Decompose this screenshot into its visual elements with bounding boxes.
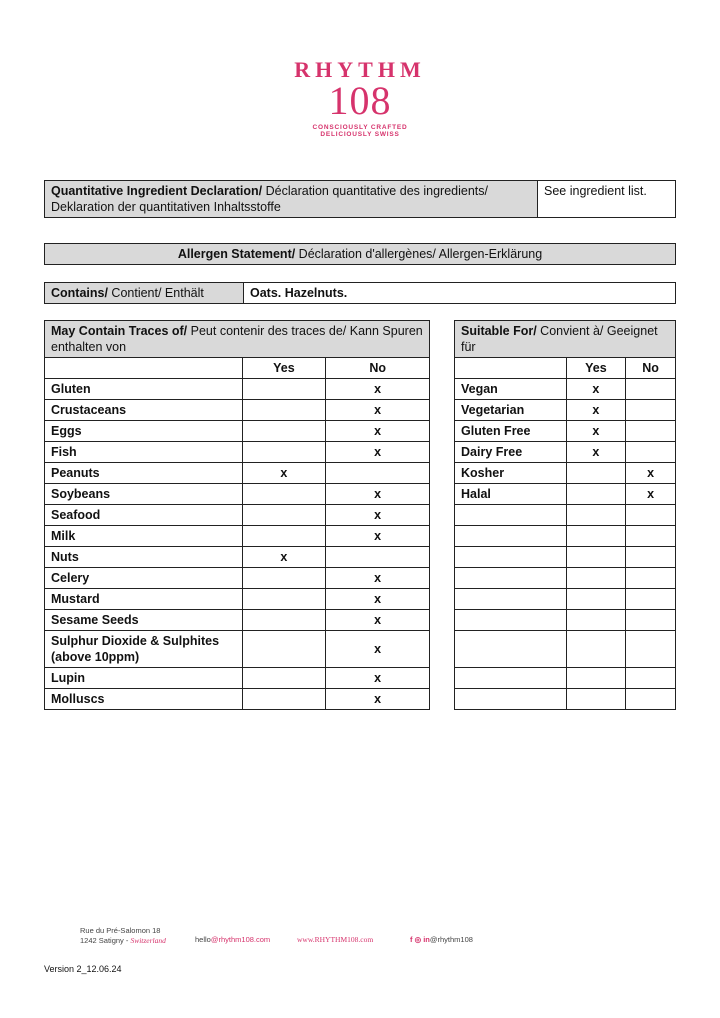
traces-item-name: Lupin bbox=[45, 668, 243, 689]
suitable-item-name: Vegan bbox=[455, 379, 567, 400]
traces-row bbox=[45, 421, 430, 442]
suitable-item-name: Kosher bbox=[455, 463, 567, 484]
allergen-statement-table bbox=[44, 243, 676, 265]
suitable-row bbox=[455, 400, 676, 421]
footer-email[interactable]: hello@rhythm108.com bbox=[195, 935, 271, 944]
traces-yes-mark bbox=[242, 442, 326, 463]
suitable-empty-cell bbox=[455, 631, 567, 668]
traces-yes-mark bbox=[242, 421, 326, 442]
suitable-empty-cell bbox=[455, 505, 567, 526]
traces-row bbox=[45, 668, 430, 689]
suitable-yes-header: Yes bbox=[566, 358, 626, 379]
traces-yes-mark bbox=[242, 589, 326, 610]
suitable-row bbox=[455, 379, 676, 400]
suitable-row bbox=[455, 442, 676, 463]
brand-logo bbox=[290, 58, 430, 150]
suitable-item-name: Dairy Free bbox=[455, 442, 567, 463]
traces-item-name: Sulphur Dioxide & Sulphites (above 10ppm) bbox=[45, 631, 243, 668]
suitable-row bbox=[455, 568, 676, 589]
suitable-yes-mark bbox=[566, 463, 626, 484]
suitable-row bbox=[455, 610, 676, 631]
traces-yes-mark bbox=[242, 379, 326, 400]
traces-no-mark: x bbox=[326, 379, 430, 400]
traces-no-mark: x bbox=[326, 400, 430, 421]
traces-item-name: Crustaceans bbox=[45, 400, 243, 421]
traces-row bbox=[45, 484, 430, 505]
traces-row bbox=[45, 568, 430, 589]
traces-no-header: No bbox=[326, 358, 430, 379]
traces-row bbox=[45, 505, 430, 526]
suitable-row bbox=[455, 526, 676, 547]
traces-item-name: Eggs bbox=[45, 421, 243, 442]
traces-no-mark: x bbox=[326, 442, 430, 463]
traces-row bbox=[45, 442, 430, 463]
traces-no-mark: x bbox=[326, 689, 430, 710]
traces-yes-mark: x bbox=[242, 547, 326, 568]
suitable-no-mark: x bbox=[626, 484, 676, 505]
traces-item-name: Sesame Seeds bbox=[45, 610, 243, 631]
traces-row bbox=[45, 547, 430, 568]
suitable-row bbox=[455, 463, 676, 484]
suitable-no-mark bbox=[626, 442, 676, 463]
traces-table bbox=[44, 320, 430, 710]
footer-social[interactable]: f ◎ in@rhythm108 bbox=[410, 935, 473, 944]
traces-yes-header: Yes bbox=[242, 358, 326, 379]
traces-row bbox=[45, 610, 430, 631]
traces-item-name: Seafood bbox=[45, 505, 243, 526]
suitable-row bbox=[455, 631, 676, 668]
footer-address: Rue du Pré-Salomon 18 1242 Satigny - Switzerland bbox=[80, 926, 166, 945]
logo-number: 108 bbox=[328, 78, 392, 123]
traces-row bbox=[45, 526, 430, 547]
suitable-no-mark: x bbox=[626, 463, 676, 484]
suitable-row bbox=[455, 421, 676, 442]
traces-yes-mark bbox=[242, 400, 326, 421]
traces-row bbox=[45, 463, 430, 484]
traces-no-mark: x bbox=[326, 610, 430, 631]
qid-table bbox=[44, 180, 676, 218]
traces-no-mark: x bbox=[326, 668, 430, 689]
traces-yes-mark bbox=[242, 505, 326, 526]
social-icons: f ◎ in bbox=[410, 935, 430, 944]
traces-item-name: Celery bbox=[45, 568, 243, 589]
traces-row bbox=[45, 689, 430, 710]
traces-no-mark: x bbox=[326, 421, 430, 442]
allergen-statement-header: Allergen Statement/ Déclaration d'allergènes/ Allergen-Erklärung bbox=[45, 244, 676, 265]
version-label: Version 2_12.06.24 bbox=[44, 964, 122, 974]
traces-row bbox=[45, 589, 430, 610]
suitable-row bbox=[455, 484, 676, 505]
contains-table bbox=[44, 282, 676, 304]
suitable-empty-cell bbox=[455, 568, 567, 589]
traces-no-mark: x bbox=[326, 526, 430, 547]
traces-yes-mark bbox=[242, 610, 326, 631]
logo-tagline-1: CONSCIOUSLY CRAFTED bbox=[312, 124, 408, 131]
traces-yes-mark bbox=[242, 484, 326, 505]
suitable-item-name: Halal bbox=[455, 484, 567, 505]
suitable-row bbox=[455, 589, 676, 610]
traces-item-name: Nuts bbox=[45, 547, 243, 568]
traces-no-mark: x bbox=[326, 568, 430, 589]
suitable-item-name: Vegetarian bbox=[455, 400, 567, 421]
suitable-header: Suitable For/ Convient à/ Geeignet für bbox=[455, 321, 676, 358]
suitable-row bbox=[455, 668, 676, 689]
traces-yes-mark bbox=[242, 526, 326, 547]
traces-yes-mark bbox=[242, 689, 326, 710]
traces-no-mark: x bbox=[326, 484, 430, 505]
traces-item-name: Peanuts bbox=[45, 463, 243, 484]
qid-label: Quantitative Ingredient Declaration/ Déclaration quantitative des ingredients/ Deklaration der quantitativen Inhaltsstoffe bbox=[45, 181, 538, 218]
suitable-empty-cell bbox=[455, 689, 567, 710]
suitable-no-header: No bbox=[626, 358, 676, 379]
suitable-yes-mark: x bbox=[566, 379, 626, 400]
traces-item-name: Gluten bbox=[45, 379, 243, 400]
traces-no-mark bbox=[326, 547, 430, 568]
suitable-row bbox=[455, 505, 676, 526]
footer-website[interactable]: www.RHYTHM108.com bbox=[297, 935, 374, 944]
suitable-empty-cell bbox=[455, 610, 567, 631]
traces-no-mark: x bbox=[326, 505, 430, 526]
suitable-item-name: Gluten Free bbox=[455, 421, 567, 442]
traces-row bbox=[45, 400, 430, 421]
suitable-yes-mark: x bbox=[566, 400, 626, 421]
qid-value: See ingredient list. bbox=[538, 181, 676, 218]
traces-item-name: Milk bbox=[45, 526, 243, 547]
suitable-row bbox=[455, 547, 676, 568]
traces-no-mark: x bbox=[326, 589, 430, 610]
suitable-empty-cell bbox=[455, 526, 567, 547]
contains-label: Contains/ Contient/ Enthält bbox=[45, 283, 244, 304]
logo-tagline-2: DELICIOUSLY SWISS bbox=[320, 131, 400, 138]
traces-item-name: Soybeans bbox=[45, 484, 243, 505]
traces-no-mark bbox=[326, 463, 430, 484]
suitable-empty-cell bbox=[455, 589, 567, 610]
traces-item-name: Molluscs bbox=[45, 689, 243, 710]
logo-word: RHYTHM bbox=[294, 57, 426, 82]
traces-item-name: Mustard bbox=[45, 589, 243, 610]
traces-yes-mark: x bbox=[242, 463, 326, 484]
suitable-yes-mark bbox=[566, 484, 626, 505]
suitable-no-mark bbox=[626, 421, 676, 442]
traces-header: May Contain Traces of/ Peut contenir des traces de/ Kann Spuren enthalten von bbox=[45, 321, 430, 358]
suitable-yes-mark: x bbox=[566, 421, 626, 442]
suitable-yes-mark: x bbox=[566, 442, 626, 463]
traces-yes-mark bbox=[242, 631, 326, 668]
traces-row bbox=[45, 631, 430, 668]
suitable-no-mark bbox=[626, 379, 676, 400]
suitable-table bbox=[454, 320, 676, 710]
traces-row bbox=[45, 379, 430, 400]
traces-no-mark: x bbox=[326, 631, 430, 668]
traces-yes-mark bbox=[242, 568, 326, 589]
suitable-empty-cell bbox=[455, 668, 567, 689]
contains-value: Oats. Hazelnuts. bbox=[244, 283, 676, 304]
suitable-empty-cell bbox=[455, 547, 567, 568]
traces-item-name: Fish bbox=[45, 442, 243, 463]
suitable-no-mark bbox=[626, 400, 676, 421]
suitable-row bbox=[455, 689, 676, 710]
traces-yes-mark bbox=[242, 668, 326, 689]
